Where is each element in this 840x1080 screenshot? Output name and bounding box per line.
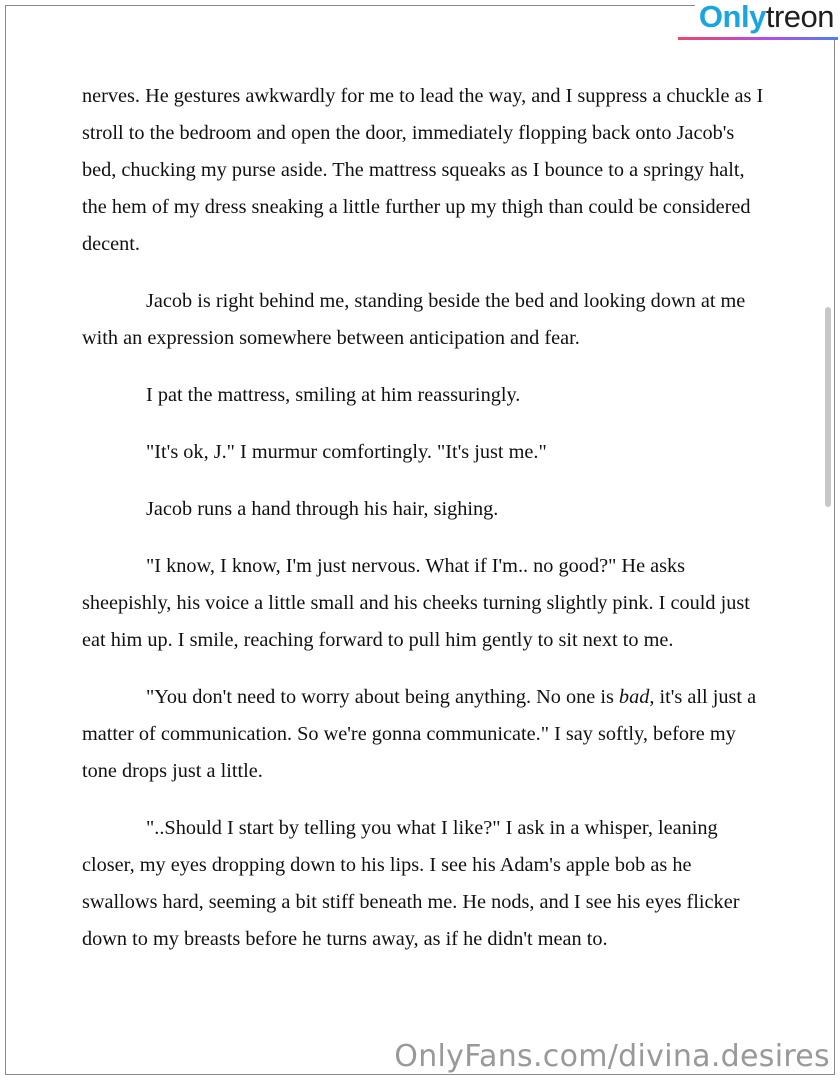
paragraph-7-emphasis: bad (618, 686, 650, 708)
watermark-text: OnlyFans.com/divina.desires (394, 1039, 830, 1074)
paragraph-4: "It's ok, J." I murmur comfortingly. "It's just me." (146, 441, 547, 463)
scrollbar[interactable] (824, 6, 832, 1074)
paragraph-7-before: "You don't need to worry about being anything. No one is (146, 686, 619, 708)
paragraph-2: Jacob is right behind me, standing beside the bed and looking down at me with an expression somewhere between anticipation and fear. (82, 290, 746, 349)
paragraph-7 (82, 679, 772, 790)
paragraph-5: Jacob runs a hand through his hair, sighing. (146, 498, 499, 520)
paragraph-1: nerves. He gestures awkwardly for me to lead the way, and I suppress a chuckle as I stroll to the bedroom and open the door, immediately flopping back onto Jacob's bed, chucking my purse aside. The mattress squeaks as I bounce to a springy halt, the hem of my dress sneaking a little further up my thigh than could be considered decent. (82, 85, 764, 255)
paragraph-7-after: , it's all just a matter of communication. So we're gonna communicate." I say softly, before my tone drops just a little. (82, 686, 757, 782)
paragraph-3: I pat the mattress, smiling at him reassuringly. (146, 384, 521, 406)
onlytreon-logo (695, 0, 838, 40)
scrollbar-thumb[interactable] (825, 307, 831, 507)
logo-only-text: Only (698, 0, 766, 34)
paragraph-6: "I know, I know, I'm just nervous. What if I'm.. no good?" He asks sheepishly, his voice a little small and his cheeks turning slightly pink. I could just eat him up. I smile, reaching forward to pull him gently to sit next to me. (82, 555, 750, 651)
logo-treon-text: treon (765, 0, 834, 34)
document-body (82, 78, 772, 978)
paragraph-8: "..Should I start by telling you what I like?" I ask in a whisper, leaning closer, my eyes dropping down to his lips. I see his Adam's apple bob as he swallows hard, seeming a bit stiff beneath me. He nods, and I see his eyes flicker down to my breasts before he turns away, as if he didn't mean to. (82, 817, 740, 950)
logo-underline (678, 37, 838, 40)
